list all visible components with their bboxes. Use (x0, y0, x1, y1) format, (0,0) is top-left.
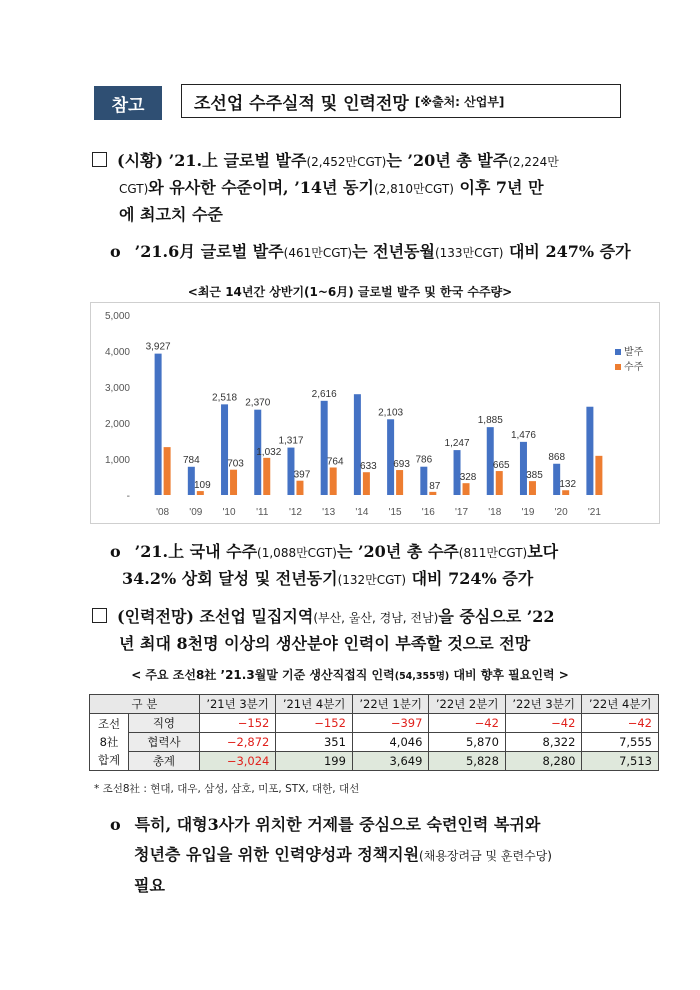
table-cell: 8,322 (505, 733, 582, 752)
x-tick-label: '21 (587, 507, 601, 518)
data-label: 786 (415, 454, 433, 466)
bar-contract (263, 458, 270, 495)
data-label: 385 (526, 470, 543, 482)
x-tick-label: '08 (156, 507, 170, 518)
data-label: 397 (293, 469, 311, 481)
legend-swatch (615, 364, 621, 370)
text-run: 에 최고치 수준 (119, 205, 223, 224)
text-run: 보다 (527, 542, 559, 561)
text-run: (1,088만CGT) (257, 546, 337, 560)
text-run: 특히, 대형3사가 위치한 거제를 중심으로 숙련인력 복귀와 (134, 815, 541, 834)
table-header: ’21년 4분기 (276, 695, 353, 714)
data-label: 1,476 (510, 429, 536, 441)
text-run: (2,810만CGT) (373, 182, 454, 196)
text-run: (2,224만 (508, 155, 559, 169)
data-label: 693 (393, 459, 410, 471)
x-tick-label: '20 (554, 507, 568, 518)
table-cell: −42 (505, 714, 582, 733)
row-label: 직영 (129, 714, 200, 733)
text-run: 청년층 유입을 위한 인력양성과 정책지원 (134, 845, 420, 864)
table-cell: −42 (582, 714, 659, 733)
bar-contract (296, 481, 303, 495)
bar-order (520, 442, 527, 495)
source-note: [※출처: 산업부] (414, 94, 505, 109)
group-label-line: 합계 (97, 753, 121, 767)
table-row (90, 714, 659, 733)
table-cell: 7,513 (582, 752, 659, 771)
data-label: 87 (429, 480, 441, 492)
x-tick-label: '13 (322, 507, 336, 518)
bar-order (321, 401, 328, 495)
bar-contract (396, 470, 403, 495)
data-label: 3,927 (145, 341, 171, 353)
order-chart (91, 303, 659, 523)
x-tick-label: '15 (388, 507, 402, 518)
table-cell: 351 (276, 733, 353, 752)
x-tick-label: '19 (521, 507, 535, 518)
data-label: 2,370 (245, 397, 271, 409)
paragraph-workforce (92, 604, 632, 657)
bar-order (354, 394, 361, 495)
group-label (90, 714, 129, 771)
table-cell: 3,649 (352, 752, 429, 771)
bar-order (221, 404, 228, 495)
data-label: 1,317 (278, 435, 304, 447)
text-run: (인력전망) 조선업 밀집지역 (117, 607, 314, 626)
table-cell: −3,024 (199, 752, 276, 771)
paragraph-market (92, 148, 632, 228)
text-run: 대비 향후 필요인력 > (449, 668, 569, 682)
data-label: 1,885 (477, 415, 503, 427)
bullet-circle-icon: o (110, 542, 121, 561)
x-tick-label: '11 (256, 507, 269, 518)
checkbox-square-icon (92, 152, 107, 167)
text-run: 는 전년동월 (352, 242, 435, 261)
reference-badge: 참고 (94, 86, 162, 120)
table-cell: 7,555 (582, 733, 659, 752)
text-run: ’21.6月 글로벌 발주 (134, 242, 284, 261)
text-run: (811만CGT) (458, 546, 528, 560)
checkbox-square-icon (92, 608, 107, 623)
data-label: 703 (227, 458, 244, 470)
page-title: 조선업 수주실적 및 인력전망 (194, 93, 409, 114)
bullet-circle-icon: o (110, 815, 121, 834)
bar-contract (330, 467, 337, 495)
table-cell: 4,046 (352, 733, 429, 752)
table-cell: 199 (276, 752, 353, 771)
group-label-line: 조선 (97, 717, 121, 731)
x-tick-label: '10 (222, 507, 236, 518)
data-label: 1,032 (256, 446, 282, 458)
text-run: (54,355명) (394, 671, 450, 682)
data-label: 132 (559, 479, 577, 491)
bar-contract (164, 447, 171, 495)
text-run: (시황) ’21.上 글로벌 발주 (117, 151, 307, 170)
table-header: ’21년 3분기 (199, 695, 276, 714)
bar-contract (363, 472, 370, 495)
title-box (181, 84, 621, 118)
y-tick-label: 2,000 (104, 419, 130, 430)
group-label-line: 8社 (99, 735, 119, 749)
y-tick-label: 3,000 (104, 383, 130, 394)
text-run: (133만CGT) (434, 246, 504, 260)
text-run: 는 ’20년 총 발주 (386, 151, 509, 170)
text-run: 대비 724% 증가 (406, 569, 534, 588)
text-run: (132만CGT) (337, 573, 407, 587)
table-cell: −42 (429, 714, 506, 733)
data-label: 764 (326, 456, 344, 468)
data-label: 328 (459, 472, 477, 484)
text-run: (채용장려금 및 훈련수당) (419, 849, 552, 863)
bar-order (387, 419, 394, 495)
table-cell: −152 (199, 714, 276, 733)
x-tick-label: '18 (488, 507, 502, 518)
bar-contract (595, 456, 602, 495)
table-footnote: * 조선8社 : 현대, 대우, 삼성, 삼호, 미포, STX, 대한, 대선 (94, 783, 360, 795)
table-cell: 8,280 (505, 752, 582, 771)
bar-contract (529, 481, 536, 495)
bar-contract (230, 470, 237, 495)
table-header: 구 분 (90, 695, 200, 714)
bar-contract (496, 471, 503, 495)
table-row (90, 733, 659, 752)
table-header: ’22년 1분기 (352, 695, 429, 714)
text-run: 필요 (134, 876, 165, 895)
data-label: 633 (360, 461, 377, 473)
y-tick-label: 4,000 (104, 347, 130, 358)
table-header: ’22년 3분기 (505, 695, 582, 714)
table-cell: 5,828 (429, 752, 506, 771)
bullet-geoje (110, 812, 552, 899)
bar-contract (197, 491, 204, 495)
text-run: CGT) (119, 182, 149, 196)
bar-contract (429, 492, 436, 495)
bar-contract (562, 490, 569, 495)
data-label: 2,518 (212, 392, 238, 404)
table-header: ’22년 2분기 (429, 695, 506, 714)
table-header-row (90, 695, 659, 714)
x-tick-label: '17 (455, 507, 469, 518)
data-label: 109 (193, 480, 211, 492)
y-tick-label: - (126, 491, 130, 502)
row-label: 총계 (129, 752, 200, 771)
bar-order (420, 467, 427, 495)
legend-label: 발주 (624, 347, 644, 358)
text-run: (461만CGT) (283, 246, 353, 260)
data-label: 2,616 (311, 388, 337, 400)
workforce-table (89, 694, 659, 771)
chart-caption: <최근 14년간 상반기(1~6月) 글로벌 발주 및 한국 수주량> (187, 285, 513, 299)
x-tick-label: '14 (355, 507, 369, 518)
text-run: 34.2% 상회 달성 및 전년동기 (122, 569, 338, 588)
table-cell: −2,872 (199, 733, 276, 752)
x-tick-label: '16 (421, 507, 435, 518)
text-run: (부산, 울산, 경남, 전남) (313, 611, 439, 625)
bar-order (155, 354, 162, 495)
data-label: 868 (548, 451, 566, 463)
table-caption (0, 666, 700, 683)
data-label: 2,103 (378, 407, 404, 419)
table-row-total (90, 752, 659, 771)
legend-label: 수주 (624, 362, 644, 373)
text-run: (2,452만CGT) (306, 155, 387, 169)
y-tick-label: 5,000 (104, 311, 130, 322)
table-cell: −397 (352, 714, 429, 733)
bullet-circle-icon: o (110, 242, 121, 261)
x-tick-label: '12 (288, 507, 302, 518)
bullet-june (110, 239, 631, 266)
bar-order (586, 407, 593, 495)
chart-container (90, 302, 660, 524)
data-label: 1,247 (444, 438, 470, 450)
data-label: 784 (182, 454, 200, 466)
text-run: < 주요 조선8社 ’21.3월말 기준 생산직접직 인력 (131, 668, 395, 682)
text-run: 와 유사한 수준이며, ’14년 동기 (148, 178, 374, 197)
table-header: ’22년 4분기 (582, 695, 659, 714)
bullet-domestic (110, 539, 558, 593)
text-run: 을 중심으로 ’22 (438, 607, 555, 626)
text-run: ’21.上 국내 수주 (134, 542, 258, 561)
text-run: 이후 7년 만 (453, 178, 544, 197)
x-tick-label: '09 (189, 507, 203, 518)
legend-swatch (615, 349, 621, 355)
bar-contract (463, 483, 470, 495)
text-run: 대비 247% 증가 (503, 242, 631, 261)
row-label: 협력사 (129, 733, 200, 752)
table-cell: −152 (276, 714, 353, 733)
text-run: 는 ’20년 총 수주 (336, 542, 459, 561)
y-tick-label: 1,000 (104, 455, 130, 466)
data-label: 665 (492, 460, 510, 472)
text-run: 년 최대 8천명 이상의 생산분야 인력이 부족할 것으로 전망 (119, 634, 531, 653)
table-cell: 5,870 (429, 733, 506, 752)
